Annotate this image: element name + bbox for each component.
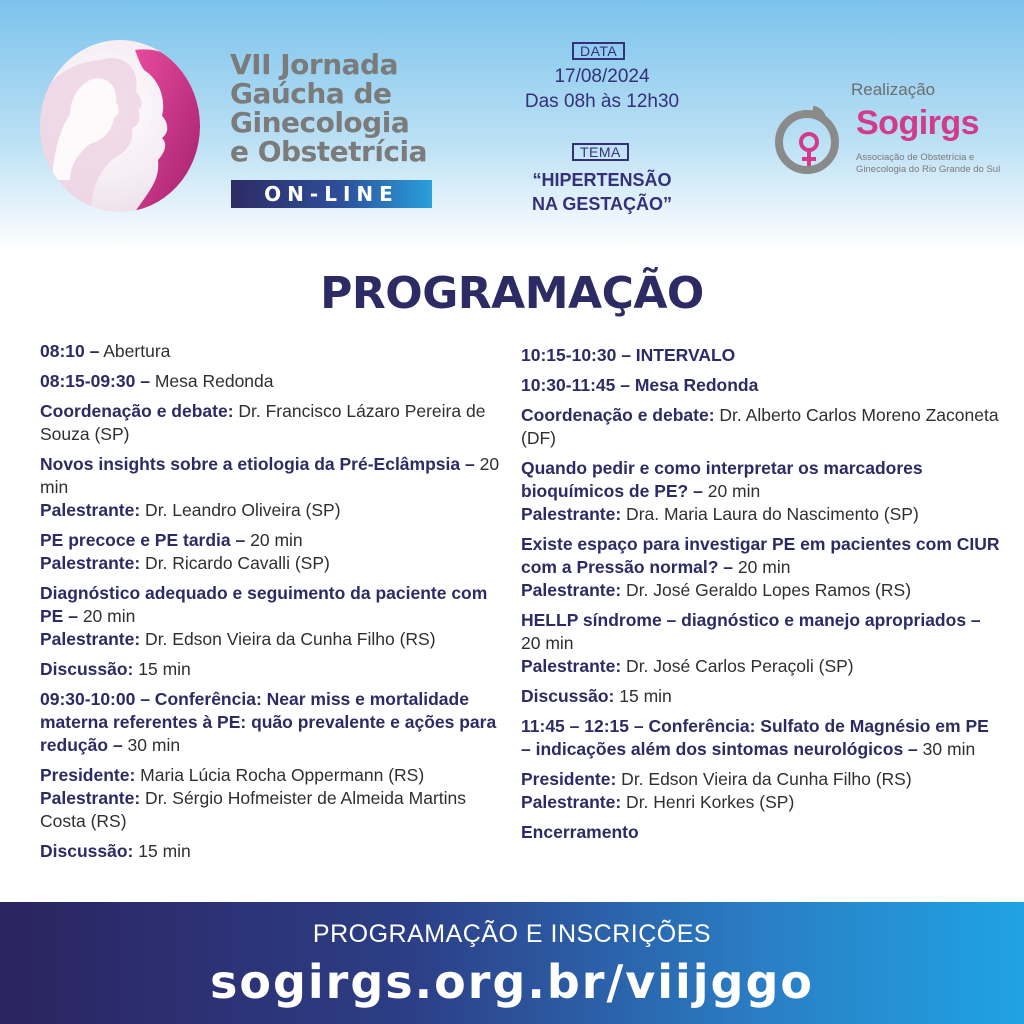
program-entry-line	[40, 658, 510, 681]
program-entry-line	[521, 457, 1001, 503]
event-title	[230, 50, 460, 166]
speaker-role: Palestrante:	[40, 629, 141, 649]
program-entry	[40, 453, 510, 522]
program-entry-speaker	[521, 791, 1001, 814]
event-theme	[500, 168, 704, 216]
program-entry-line	[521, 685, 1001, 708]
theme-line: “HIPERTENSÃO	[532, 170, 672, 190]
speaker-name: Dr. Leandro Oliveira (SP)	[140, 500, 341, 520]
program-entry-line	[40, 529, 510, 552]
program-entry-line	[521, 768, 1001, 791]
program-entry-detail: 20 min	[77, 606, 136, 626]
program-entry-line	[521, 533, 1001, 579]
program-entry-line	[40, 840, 510, 863]
speaker-role: Palestrante:	[40, 788, 141, 808]
program-entry-speaker	[40, 499, 510, 522]
program-entry-heading: Discussão:	[40, 659, 134, 679]
program-entry	[521, 685, 1001, 708]
program-entry-detail: 15 min	[133, 659, 191, 679]
speaker-role: Palestrante:	[521, 504, 622, 524]
sogirgs-logo-icon	[773, 104, 847, 178]
program-entry-heading: Novos insights sobre a etiologia da Pré-Eclâmpsia –	[40, 454, 475, 474]
program-entry-speaker	[40, 628, 510, 651]
registration-link[interactable]: sogirgs.org.br/viijggo	[210, 955, 814, 1009]
program-entry-detail: 30 min	[917, 739, 976, 759]
program-entry	[521, 374, 1001, 397]
program-entry-detail: 15 min	[133, 841, 191, 861]
program-entry-line	[40, 582, 510, 628]
program-entry-heading: Discussão:	[40, 841, 134, 861]
program-entry-speaker	[521, 579, 1001, 602]
program-entry-line	[521, 374, 1001, 397]
event-title-line: Ginecologia	[230, 106, 410, 139]
program-entry-detail: Dr. Alberto Carlos Moreno Zaconeta (DF)	[521, 405, 999, 448]
online-badge: ON-LINE	[231, 180, 432, 208]
program-entry-line	[521, 404, 1001, 450]
speaker-role: Palestrante:	[40, 553, 141, 573]
speaker-name: Dra. Maria Laura do Nascimento (SP)	[621, 504, 919, 524]
program-right-column	[521, 344, 1001, 851]
event-title-line: e Obstetrícia	[230, 135, 428, 168]
program-entry-line	[40, 340, 510, 363]
organizer-name: Sogirgs	[856, 104, 980, 142]
program-entry	[521, 533, 1001, 602]
program-entry-line	[521, 821, 1001, 844]
speaker-role: Palestrante:	[521, 580, 622, 600]
program-entry-line	[40, 764, 510, 787]
program-entry-detail: 20 min	[40, 454, 500, 497]
program-entry-line	[40, 370, 510, 393]
program-entry	[40, 764, 510, 833]
program-entry	[521, 768, 1001, 814]
program-entry-line	[40, 688, 510, 757]
program-entry	[521, 344, 1001, 367]
program-entry-speaker	[521, 503, 1001, 526]
program-entry-detail: Abertura	[99, 341, 171, 361]
program-entry-line	[521, 715, 1001, 761]
speaker-name: Dr. Sérgio Hofmeister de Almeida Martins Costa (RS)	[40, 788, 467, 831]
program-entry	[40, 340, 510, 363]
program-entry-heading: Presidente:	[521, 769, 617, 789]
program-entry-heading: 10:15-10:30 – INTERVALO	[521, 345, 736, 365]
program-entry-detail: Mesa Redonda	[149, 371, 274, 391]
program-entry-detail: 20 min	[521, 633, 574, 653]
event-logo	[40, 40, 200, 212]
program-left-column	[40, 340, 510, 870]
date-label: DATA	[572, 42, 625, 60]
footer-label: PROGRAMAÇÃO E INSCRIÇÕES	[312, 920, 712, 948]
program-entry	[521, 457, 1001, 526]
organizer-description	[856, 152, 1006, 176]
program-entry-heading: Existe espaço para investigar PE em pacientes com CIUR com a Pressão normal? –	[521, 534, 1000, 577]
program-entry	[521, 715, 1001, 761]
program-entry	[40, 529, 510, 575]
speaker-name: Dr. Edson Vieira da Cunha Filho (RS)	[140, 629, 436, 649]
date-value: 17/08/2024	[554, 66, 650, 87]
program-entry-detail: 20 min	[733, 557, 791, 577]
theme-label: TEMA	[572, 143, 629, 161]
event-title-line: Gaúcha de	[230, 77, 392, 110]
program-entry-heading: Coordenação e debate:	[521, 405, 715, 425]
program-entry-heading: 10:30-11:45 – Mesa Redonda	[521, 375, 759, 395]
program-entry-heading: Coordenação e debate:	[40, 401, 234, 421]
speaker-name: Dr. Henri Korkes (SP)	[621, 792, 795, 812]
program-entry-heading: Presidente:	[40, 765, 136, 785]
program-entry	[40, 370, 510, 393]
program-entry-heading: PE precoce e PE tardia –	[40, 530, 246, 550]
program-entry	[40, 658, 510, 681]
program-entry	[40, 840, 510, 863]
program-entry	[40, 688, 510, 757]
program-entry-detail: Maria Lúcia Rocha Oppermann (RS)	[135, 765, 425, 785]
speaker-role: Palestrante:	[521, 656, 622, 676]
program-entry-detail: 30 min	[122, 735, 181, 755]
program-entry-heading: Discussão:	[521, 686, 615, 706]
speaker-name: Dr. José Carlos Peraçoli (SP)	[621, 656, 854, 676]
program-entry-heading: 09:30-10:00 – Conferência: Near miss e mortalidade materna referentes à PE: quão prevalente e ações para redução –	[40, 689, 497, 755]
event-title-line: VII Jornada	[230, 48, 398, 81]
program-entry-detail: 20 min	[245, 530, 303, 550]
program-entry-line	[40, 400, 510, 446]
program-entry-speaker	[40, 552, 510, 575]
theme-line: NA GESTAÇÃO”	[531, 194, 672, 214]
program-entry-heading: HELLP síndrome – diagnóstico e manejo apropriados –	[521, 610, 981, 630]
speaker-name: Dr. Ricardo Cavalli (SP)	[140, 553, 330, 573]
program-entry	[40, 582, 510, 651]
speaker-role: Palestrante:	[40, 500, 141, 520]
program-entry-detail: 20 min	[702, 481, 761, 501]
program-entry-detail: 15 min	[614, 686, 672, 706]
organizer-description-line: Associação de Obstetrícia e	[856, 152, 975, 163]
women-silhouette-icon	[40, 40, 200, 212]
program-entry-speaker	[521, 655, 1001, 678]
organizer-description-line: Ginecologia do Rio Grande do Sul	[856, 164, 1001, 175]
program-entry	[521, 404, 1001, 450]
program-entry-line	[521, 609, 1001, 655]
speaker-role: Palestrante:	[521, 792, 622, 812]
time-value: Das 08h às 12h30	[524, 91, 680, 112]
program-entry-line	[40, 453, 510, 499]
program-entry-heading: 11:45 – 12:15 – Conferência: Sulfato de Magnésio em PE – indicações além dos sintomas neurológicos –	[521, 716, 989, 759]
program-entry-speaker	[40, 787, 510, 833]
event-date	[500, 64, 704, 114]
program-entry	[521, 821, 1001, 844]
organizer-label: Realização	[851, 80, 936, 99]
program-entry-heading: Encerramento	[521, 822, 639, 842]
program-entry-heading: Diagnóstico adequado e seguimento da paciente com PE –	[40, 583, 488, 626]
program-entry-heading: 08:15-09:30 –	[40, 371, 150, 391]
program-entry-line	[521, 344, 1001, 367]
program-entry-heading: Quando pedir e como interpretar os marcadores bioquímicos de PE? –	[521, 458, 923, 501]
speaker-name: Dr. José Geraldo Lopes Ramos (RS)	[621, 580, 912, 600]
program-entry-detail: Dr. Edson Vieira da Cunha Filho (RS)	[616, 769, 912, 789]
program-entry	[521, 609, 1001, 678]
program-entry-heading: 08:10 –	[40, 341, 100, 361]
program-title: PROGRAMAÇÃO	[320, 268, 704, 319]
program-entry-detail: Dr. Francisco Lázaro Pereira de Souza (SP)	[40, 401, 486, 444]
program-entry	[40, 400, 510, 446]
